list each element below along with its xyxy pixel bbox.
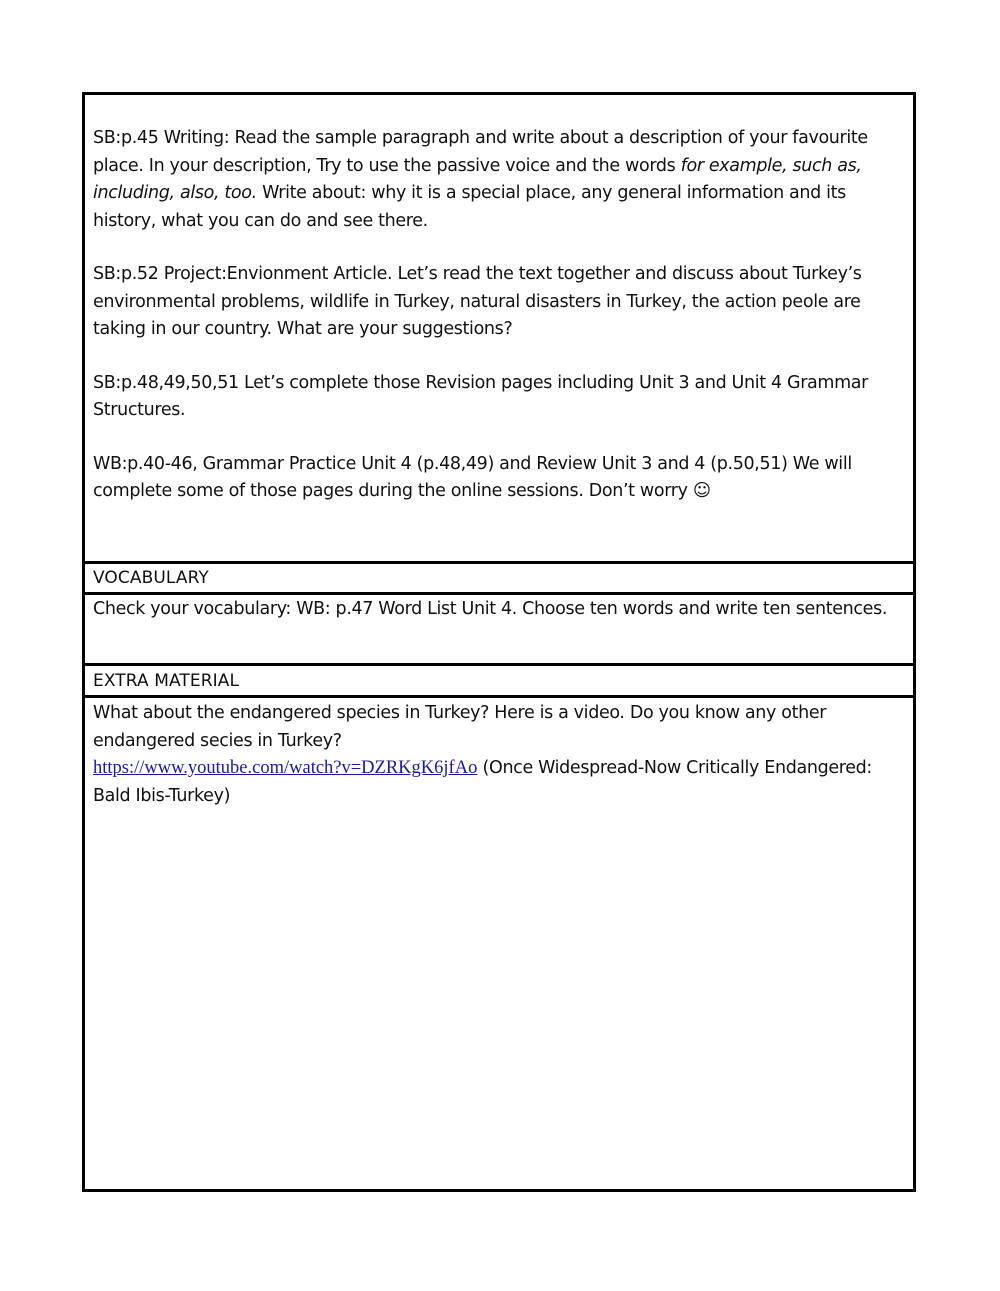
- divider: [85, 561, 913, 564]
- extra-material-header: EXTRA MATERIAL: [93, 671, 240, 691]
- writing-text-continued: Write about: why it is a special place, any general information and its history, what you can do and see there.: [93, 183, 846, 231]
- extra-material-section: [85, 700, 913, 810]
- video-reference: [85, 755, 913, 810]
- workbook-assignment: WB:p.40-46, Grammar Practice Unit 4 (p.48,49) and Review Unit 3 and 4 (p.50,51) We will complete some of those pages during the online sessions. Don’t worry ☺: [93, 453, 852, 501]
- vocabulary-text: Check your vocabulary: WB: p.47 Word List Unit 4. Choose ten words and write ten sentences.: [93, 599, 888, 619]
- divider: [85, 592, 913, 595]
- video-link[interactable]: https://www.youtube.com/watch?v=DZRKgK6jfAo: [93, 758, 478, 778]
- vocabulary-header-row: [85, 565, 913, 593]
- worksheet-table: [82, 92, 916, 1192]
- divider: [85, 695, 913, 698]
- writing-assignment: [85, 125, 913, 235]
- assignments-section: [85, 125, 913, 506]
- vocabulary-header: VOCABULARY: [93, 568, 209, 588]
- vocabulary-section: [85, 596, 913, 624]
- extra-header-row: [85, 668, 913, 696]
- extra-material-text: What about the endangered species in Turkey? Here is a video. Do you know any other endangered secies in Turkey?: [93, 703, 827, 751]
- video-caption: (Once Widespread-Now Critically Endangered: Bald Ibis-Turkey): [93, 758, 872, 806]
- revision-assignment: SB:p.48,49,50,51 Let’s complete those Revision pages including Unit 3 and Unit 4 Grammar Structures.: [93, 372, 869, 420]
- writing-example-words: for example, such as, including, also, too.: [93, 155, 862, 203]
- project-assignment: SB:p.52 Project:Envionment Article. Let’s read the text together and discuss about Turkey’s environmental problems, wildlife in Turkey, natural disasters in Turkey, the action peole are taking in our country. What are your suggestions?: [93, 264, 862, 339]
- divider: [85, 663, 913, 666]
- writing-text: SB:p.45 Writing: Read the sample paragraph and write about a description of your favourite place. In your description, Try to use the passive voice and the words: [93, 128, 868, 176]
